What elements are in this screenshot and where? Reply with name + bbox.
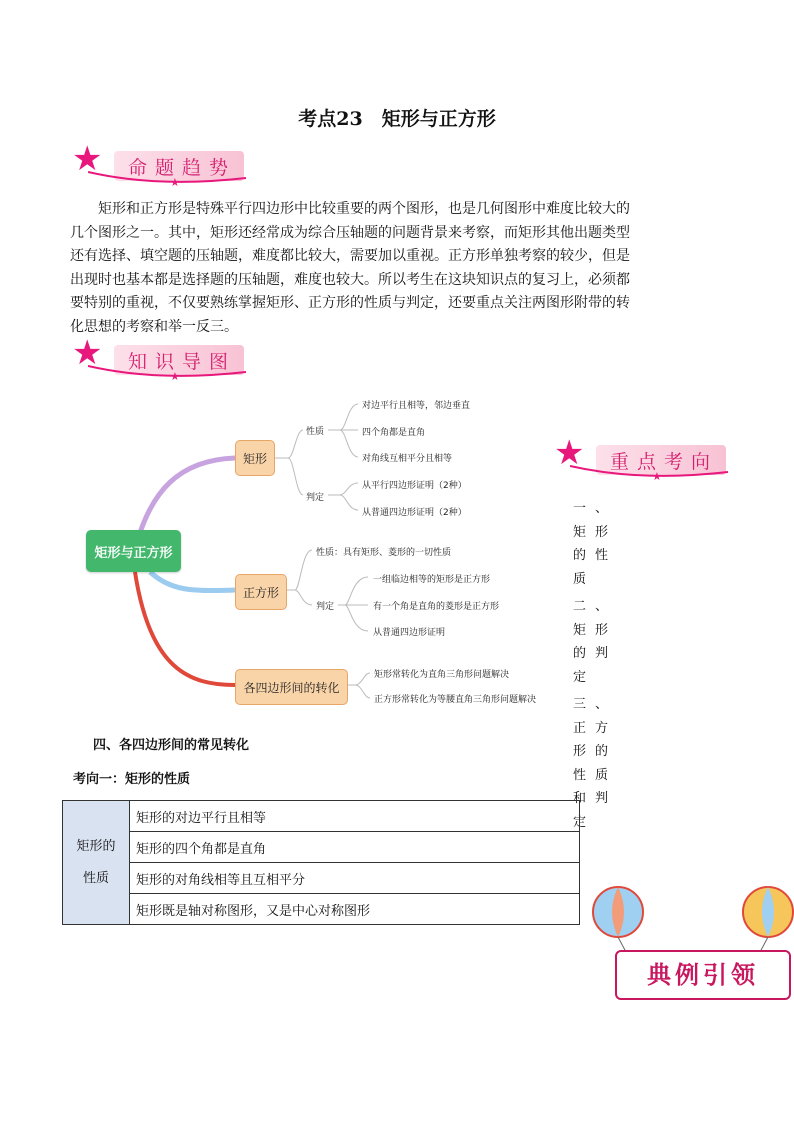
balloons-decoration	[590, 884, 794, 954]
convert-item: 矩形常转化为直角三角形问题解决	[374, 670, 510, 680]
focus-item: 一、矩形的性质	[573, 501, 618, 587]
mindmap-root: 矩形与正方形	[86, 530, 181, 572]
banner-focus	[552, 433, 732, 483]
square-judge-label: 判定	[316, 602, 335, 612]
rect-prop-label: 性质	[306, 427, 325, 437]
table-row	[63, 894, 580, 925]
small-star-icon: ★	[170, 370, 180, 383]
banner-label: 知识导图	[128, 351, 237, 373]
rect-prop-item: 四个角都是直角	[362, 428, 426, 438]
mindmap-node-square: 正方形	[235, 574, 287, 610]
table-cell: 矩形的对角线相等且互相平分	[130, 863, 580, 894]
focus-item: 三、正方形的性质和判定	[573, 697, 618, 830]
table-row	[63, 832, 580, 863]
rect-judge-item: 从平行四边形证明（2种）	[362, 481, 467, 491]
banner-mindmap	[70, 333, 250, 383]
convert-item: 正方形常转化为等腰直角三角形问题解决	[374, 695, 537, 705]
star-icon: ★	[72, 139, 103, 179]
rect-judge-item: 从普通四边形证明（2种）	[362, 508, 467, 518]
section-heading: 四、各四边形间的常见转化	[93, 738, 250, 753]
square-prop-label: 性质：具有矩形、菱形的一切性质	[316, 548, 452, 558]
table-row	[63, 801, 580, 832]
example-banner: 典例引领	[615, 950, 791, 1000]
table-cell: 矩形既是轴对称图形，又是中心对称图形	[130, 894, 580, 925]
small-star-icon: ★	[652, 470, 662, 483]
square-judge-item: 一组临边相等的矩形是正方形	[373, 575, 491, 585]
banner-label: 重点考向	[610, 451, 719, 473]
banner-trend	[70, 139, 250, 189]
rect-prop-item: 对边平行且相等，邻边垂直	[362, 401, 471, 411]
focus-list	[573, 497, 631, 838]
table-head-cell	[63, 801, 130, 925]
rect-judge-label: 判定	[306, 493, 325, 503]
mindmap-node-convert: 各四边形间的转化	[235, 669, 348, 705]
table-cell: 矩形的对边平行且相等	[130, 801, 580, 832]
star-icon: ★	[72, 333, 103, 373]
rect-prop-item: 对角线互相平分且相等	[362, 454, 453, 464]
table-row	[63, 863, 580, 894]
table-head-line: 性质	[82, 870, 109, 886]
square-judge-item: 从普通四边形证明	[373, 628, 446, 638]
property-table	[62, 800, 580, 925]
mindmap-node-rect: 矩形	[235, 440, 275, 476]
intro-paragraph: 矩形和正方形是特殊平行四边形中比较重要的两个图形，也是几何图形中难度比较大的几个图形之一。其中，矩形还经常成为综合压轴题的问题背景来考察，而矩形其他出题类型还有选择、填空题的压轴题，难度都比较大，需要加以重视。正方形单独考察的较少，但是出现时也基本都是选择题的压轴题，难度也较大。所以考生在这块知识点的复习上，必须都要特别的重视，不仅要熟练掌握矩形、正方形的性质与判定，还要重点关注两图形附带的转化思想的考察和举一反三。	[70, 201, 630, 335]
focus-item: 二、矩形的判定	[573, 599, 618, 685]
banner-label: 命题趋势	[128, 157, 237, 179]
table-cell: 矩形的四个角都是直角	[130, 832, 580, 863]
page-title: 考点23 矩形与正方形	[298, 108, 496, 130]
small-star-icon: ★	[170, 176, 180, 189]
square-judge-item: 有一个角是直角的菱形是正方形	[373, 602, 500, 612]
subsection-heading: 考向一：矩形的性质	[73, 772, 191, 787]
table-head-line: 矩形的	[76, 838, 116, 854]
star-icon: ★	[554, 433, 585, 473]
